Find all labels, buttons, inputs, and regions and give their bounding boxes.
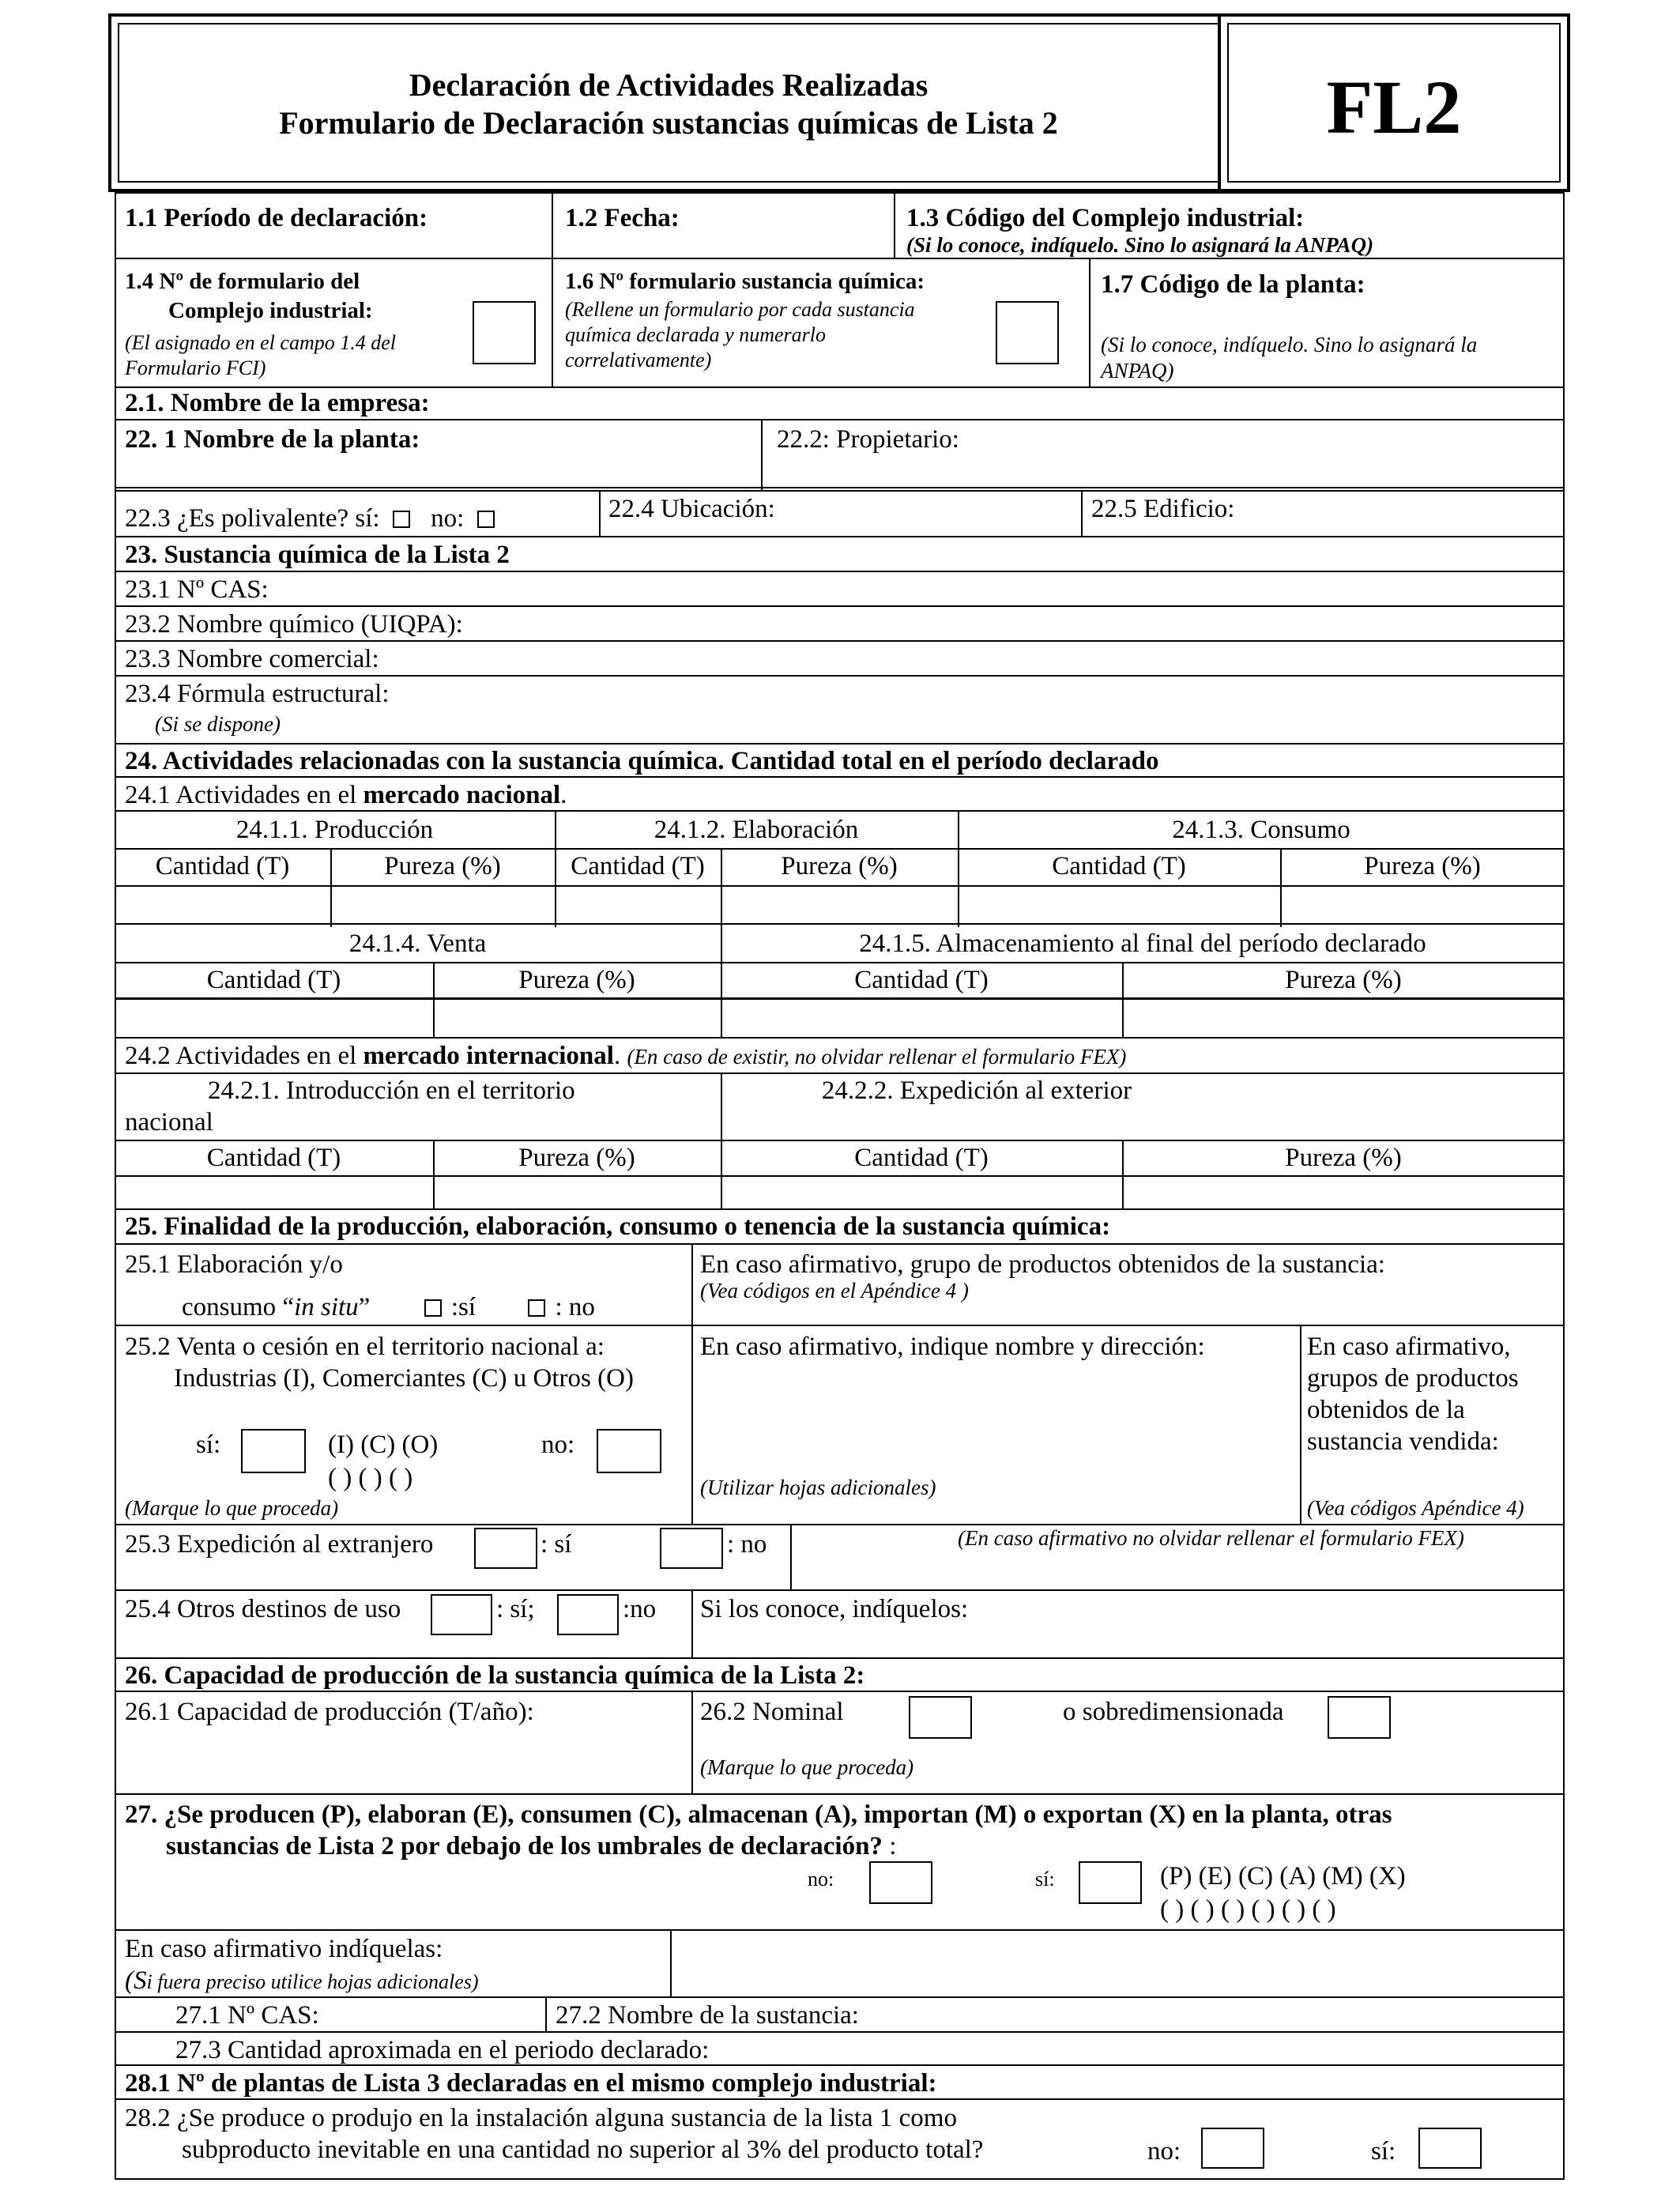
line-v-25c xyxy=(790,1524,792,1589)
insitu-yes-label: :sí xyxy=(450,1293,477,1321)
byproduct-line2: subproducto inevitable en una cantidad no superior al 3% del producto total? xyxy=(182,2136,984,2164)
line-v-1c xyxy=(1089,258,1090,386)
line-h-241-sub1 xyxy=(115,885,1565,887)
line-h-6 xyxy=(115,571,1565,572)
field-cas: 23.1 Nº CAS: xyxy=(125,575,269,604)
plant-code-note xyxy=(1101,332,1477,384)
complex-form-no-input[interactable] xyxy=(473,301,536,364)
complex-code-note: (Si lo conoce, indíquelo. Sino lo asignará la ANPAQ) xyxy=(906,233,1374,257)
plant-code-note-line1: (Si lo conoce, indíquelo. Sino lo asignará la xyxy=(1101,333,1478,356)
consumption-quantity-header: Cantidad (T) xyxy=(1052,852,1186,880)
section-25-title: 25. Finalidad de la producción, elaboración, consumo o tenencia de la sustancia química: xyxy=(125,1212,1111,1241)
field-plant-code: 1.7 Código de la planta: xyxy=(1101,270,1365,299)
line-h-26 xyxy=(115,1589,1565,1591)
sale-line2: Industrias (I), Comerciantes (C) u Otros (O) xyxy=(174,1364,634,1393)
below-threshold-yes-input[interactable] xyxy=(1079,1861,1142,1904)
field-trade-name: 23.3 Nombre comercial: xyxy=(125,645,379,673)
line-h-8 xyxy=(115,640,1565,642)
field-list3-plants: 28.1 Nº de plantas de Lista 3 declaradas en el mismo complejo industrial: xyxy=(125,2069,937,2098)
field-structural-formula: 23.4 Fórmula estructural: xyxy=(125,680,390,708)
oversized-input[interactable] xyxy=(1328,1696,1391,1739)
storage-purity-header: Pureza (%) xyxy=(1285,966,1402,994)
section-27-question xyxy=(125,1799,1392,1862)
field-27-quantity: 27.3 Cantidad aproximada en el periodo declarado: xyxy=(175,2036,710,2064)
line-h-22-1 xyxy=(115,490,1565,492)
sale-address-note: (Utilizar hojas adicionales) xyxy=(700,1476,936,1499)
line-v-1b xyxy=(894,192,895,258)
line-h-13 xyxy=(115,848,1565,850)
oversized-label: o sobredimensionada xyxy=(1063,1698,1284,1726)
line-h-4 xyxy=(115,487,1565,488)
field-building: 22.5 Edificio: xyxy=(1091,495,1235,523)
field-complex-code: 1.3 Código del Complejo industrial: xyxy=(906,204,1305,232)
field-production-capacity: 26.1 Capacidad de producción (T/año): xyxy=(125,1698,534,1726)
line-v-2b xyxy=(599,490,601,536)
nominal-label: 26.2 Nominal xyxy=(700,1698,844,1726)
line-h-32 xyxy=(115,2031,1565,2033)
multipurpose-no-label: no: xyxy=(431,504,465,533)
below-threshold-yes-label: sí: xyxy=(1035,1868,1055,1891)
field-27-cas: 27.1 Nº CAS: xyxy=(175,2001,319,2030)
line-v-25a xyxy=(691,1243,693,1525)
abroad-yes-input[interactable] xyxy=(474,1528,537,1569)
national-market-bold: mercado nacional xyxy=(363,781,561,809)
line-v-1a xyxy=(552,192,553,386)
abroad-note: (En caso afirmativo no olvidar rellenar el formulario FEX) xyxy=(958,1526,1464,1550)
other-uses-yes-label: : sí; xyxy=(496,1595,535,1623)
complex-form-no-line2: Complejo industrial: xyxy=(168,298,373,323)
sale-yes-label: sí: xyxy=(196,1431,221,1459)
field-date: 1.2 Fecha: xyxy=(565,204,680,232)
field-chemical-name: 23.2 Nombre químico (UIQPA): xyxy=(125,610,463,639)
line-h-10 xyxy=(115,743,1565,745)
production-quantity-header: Cantidad (T) xyxy=(155,852,290,880)
line-h-20 xyxy=(115,1140,1565,1141)
import-quantity-header: Cantidad (T) xyxy=(206,1144,341,1172)
line-v-2c xyxy=(1081,490,1083,536)
sale-products-line1: En caso afirmativo, xyxy=(1307,1333,1511,1361)
indicate-note-initial: (S xyxy=(125,1966,147,1995)
intl-market-bold: mercado internacional xyxy=(363,1042,614,1070)
other-uses-detail-label: Si los conoce, indíquelos: xyxy=(700,1595,969,1623)
indicate-note xyxy=(125,1966,479,1996)
line-h-15 xyxy=(115,923,1565,925)
line-h-31 xyxy=(115,1996,1565,1998)
section-23-title: 23. Sustancia química de la Lista 2 xyxy=(125,541,510,569)
nominal-input[interactable] xyxy=(909,1696,972,1739)
intl-market-note: (En caso de existir, no olvidar rellenar el formulario FEX) xyxy=(627,1045,1127,1069)
line-v-25d xyxy=(691,1589,693,1657)
line-h-29 xyxy=(115,1793,1565,1795)
sale-address-label: En caso afirmativo, indique nombre y dirección: xyxy=(700,1333,1205,1361)
insitu-line1: 25.1 Elaboración y/o xyxy=(125,1250,343,1279)
insitu-no-label: : no xyxy=(555,1293,595,1321)
byproduct-yes-input[interactable] xyxy=(1418,2128,1482,2169)
import-header xyxy=(125,1075,575,1138)
field-complex-form-no xyxy=(125,267,373,326)
line-v-27a xyxy=(670,1929,672,1996)
national-market-post: . xyxy=(560,781,567,809)
sale-products-line2: grupos de productos xyxy=(1307,1364,1519,1393)
abroad-no-label: : no xyxy=(727,1530,767,1559)
line-h-18 xyxy=(115,1037,1565,1039)
substance-form-note xyxy=(565,297,915,373)
production-header: 24.1.1. Producción xyxy=(235,816,434,844)
other-uses-no-label: :no xyxy=(623,1595,657,1623)
sale-line1: 25.2 Venta o cesión en el territorio nacional a: xyxy=(125,1333,605,1361)
substance-form-input[interactable] xyxy=(996,301,1059,364)
byproduct-no-label: no: xyxy=(1147,2137,1181,2166)
export-header: 24.2.2. Expedición al exterior xyxy=(821,1076,1132,1105)
form-title xyxy=(118,66,1219,142)
line-h-22 xyxy=(115,1208,1565,1210)
line-h-24 xyxy=(115,1325,1565,1326)
line-h-23 xyxy=(115,1243,1565,1245)
sale-products-label xyxy=(1307,1331,1519,1457)
national-market-pre: 24.1 Actividades en el xyxy=(125,781,363,809)
insitu-no-checkbox[interactable] xyxy=(528,1299,545,1317)
section-27-question-line1: 27. ¿Se producen (P), elaboran (E), consumen (C), almacenan (A), importan (M) o exportan (X) en la planta, otras xyxy=(125,1800,1392,1829)
line-v-2a xyxy=(761,419,763,490)
section-27-question-line2 xyxy=(125,1830,1392,1862)
complex-form-no-note-line1: (El asignado en el campo 1.4 del xyxy=(125,331,396,354)
line-h-30 xyxy=(115,1929,1565,1931)
sale-purity-header: Pureza (%) xyxy=(518,966,635,994)
sale-no-input[interactable] xyxy=(597,1429,661,1473)
line-v-26 xyxy=(691,1691,693,1793)
byproduct-yes-label: sí: xyxy=(1371,2137,1396,2166)
field-plant-name: 22. 1 Nombre de la planta: xyxy=(125,425,420,454)
abroad-label: 25.3 Expedición al extranjero xyxy=(125,1530,434,1559)
storage-quantity-header: Cantidad (T) xyxy=(854,966,989,994)
consumption-purity-header: Pureza (%) xyxy=(1364,852,1481,880)
plant-code-note-line2: ANPAQ) xyxy=(1101,359,1174,383)
storage-header: 24.1.5. Almacenamiento al final del período declarado xyxy=(859,929,1426,958)
sale-code-boxes: ( ) ( ) ( ) xyxy=(328,1464,413,1492)
intl-market-pre: 24.2 Actividades en el xyxy=(125,1042,363,1070)
section-26-title: 26. Capacidad de producción de la sustancia química de la Lista 2: xyxy=(125,1661,865,1690)
form-code: FL2 xyxy=(1326,65,1462,149)
section-27-question-line2-tail: : xyxy=(882,1832,897,1860)
abroad-yes-label: : sí xyxy=(541,1530,572,1559)
insitu-label-italic: in situ xyxy=(294,1293,359,1321)
multipurpose-no-checkbox[interactable] xyxy=(477,511,495,528)
sale-no-label: no: xyxy=(541,1431,575,1459)
insitu-products-note: (Vea códigos en el Apéndice 4 ) xyxy=(700,1279,969,1302)
intl-market-post: . xyxy=(613,1042,627,1070)
multipurpose-yes-checkbox[interactable] xyxy=(393,511,410,528)
insitu-label-post: ” xyxy=(358,1293,371,1321)
other-uses-label: 25.4 Otros destinos de uso xyxy=(125,1595,401,1623)
field-27-substance-name: 27.2 Nombre de la sustancia: xyxy=(556,2001,859,2030)
line-h-19 xyxy=(115,1072,1565,1074)
line-h-3 xyxy=(115,419,1565,420)
sale-codes: (I) (C) (O) xyxy=(328,1431,439,1459)
import-header-line1: 24.2.1. Introducción en el territorio xyxy=(208,1076,575,1105)
consumption-header: 24.1.3. Consumo xyxy=(1172,816,1350,844)
line-h-27 xyxy=(115,1657,1565,1659)
line-h-5 xyxy=(115,536,1565,537)
sale-products-line3: obtenidos de la xyxy=(1307,1396,1465,1424)
indicate-label: En caso afirmativo indíquelas: xyxy=(125,1935,443,1963)
field-owner: 22.2: Propietario: xyxy=(777,425,959,454)
sale-products-note: (Vea códigos Apéndice 4) xyxy=(1307,1496,1524,1520)
production-purity-header: Pureza (%) xyxy=(384,852,501,880)
below-threshold-no-label: no: xyxy=(808,1868,834,1891)
field-substance-form: 1.6 Nº formulario sustancia química: xyxy=(565,269,925,294)
field-multipurpose xyxy=(125,503,495,534)
line-h-9 xyxy=(115,675,1565,677)
sale-mark-note: (Marque lo que proceda) xyxy=(125,1496,339,1520)
substance-form-note-line2: química declarada y numerarlo xyxy=(565,323,827,346)
line-v-25b xyxy=(1300,1325,1301,1524)
section-24-title: 24. Actividades relacionadas con la sustancia química. Cantidad total en el período declarado xyxy=(125,747,1159,775)
complex-form-no-line1: 1.4 Nº de formulario del xyxy=(125,269,360,294)
sale-quantity-header: Cantidad (T) xyxy=(206,966,341,994)
sale-yes-input[interactable] xyxy=(241,1429,306,1473)
import-header-line2: nacional xyxy=(125,1108,213,1137)
processing-quantity-header: Cantidad (T) xyxy=(571,852,705,880)
structural-formula-note: (Si se dispone) xyxy=(155,712,281,736)
field-location: 22.4 Ubicación: xyxy=(608,495,775,523)
multipurpose-label: 22.3 ¿Es polivalente? sí: xyxy=(125,504,380,533)
activity-codes: (P) (E) (C) (A) (M) (X) xyxy=(1160,1862,1406,1891)
complex-form-no-note-line2: Formulario FCI) xyxy=(125,356,266,379)
field-period: 1.1 Período de declaración: xyxy=(125,204,428,232)
line-h-241-sub2 xyxy=(115,997,1565,999)
processing-purity-header: Pureza (%) xyxy=(781,852,898,880)
field-company-name: 2.1. Nombre de la empresa: xyxy=(125,389,430,417)
processing-header: 24.1.2. Elaboración xyxy=(654,816,859,844)
insitu-products-label: En caso afirmativo, grupo de productos obtenidos de la sustancia: xyxy=(700,1250,1385,1279)
import-purity-header: Pureza (%) xyxy=(518,1144,635,1172)
form-title-line2: Formulario de Declaración sustancias químicas de Lista 2 xyxy=(279,105,1058,141)
byproduct-no-input[interactable] xyxy=(1201,2128,1264,2169)
substance-form-note-line3: correlativamente) xyxy=(565,349,712,371)
indicate-note-text: i fuera preciso utilice hojas adicionales) xyxy=(146,1970,479,1993)
complex-form-no-note xyxy=(125,330,396,381)
line-v-27b xyxy=(545,1996,547,2031)
insitu-line2 xyxy=(182,1291,595,1323)
byproduct-line1: 28.2 ¿Se produce o produjo en la instalación alguna sustancia de la lista 1 como xyxy=(125,2104,957,2132)
below-threshold-no-input[interactable] xyxy=(869,1861,932,1904)
line-h-7 xyxy=(115,605,1565,607)
intl-market-label xyxy=(125,1040,1126,1072)
activity-code-boxes: ( ) ( ) ( ) ( ) ( ) ( ) xyxy=(1160,1895,1336,1924)
capacity-mark-note: (Marque lo que proceda) xyxy=(700,1755,914,1779)
insitu-label-pre: consumo “ xyxy=(182,1293,295,1321)
sale-products-line4: sustancia vendida: xyxy=(1307,1427,1499,1456)
export-purity-header: Pureza (%) xyxy=(1285,1144,1402,1172)
other-uses-no-input[interactable] xyxy=(557,1594,619,1635)
form-title-line1: Declaración de Actividades Realizadas xyxy=(409,67,929,103)
abroad-no-input[interactable] xyxy=(660,1528,723,1569)
line-h-21 xyxy=(115,1175,1565,1177)
sale-header: 24.1.4. Venta xyxy=(348,929,487,958)
section-27-question-line2-text: sustancias de Lista 2 por debajo de los umbrales de declaración? xyxy=(166,1832,883,1860)
line-h-16 xyxy=(115,962,1565,963)
national-market-label xyxy=(125,779,567,811)
other-uses-yes-input[interactable] xyxy=(431,1594,492,1635)
insitu-yes-checkbox[interactable] xyxy=(424,1299,442,1317)
export-quantity-header: Cantidad (T) xyxy=(854,1144,989,1172)
substance-form-note-line1: (Rellene un formulario por cada sustancia xyxy=(565,298,915,321)
